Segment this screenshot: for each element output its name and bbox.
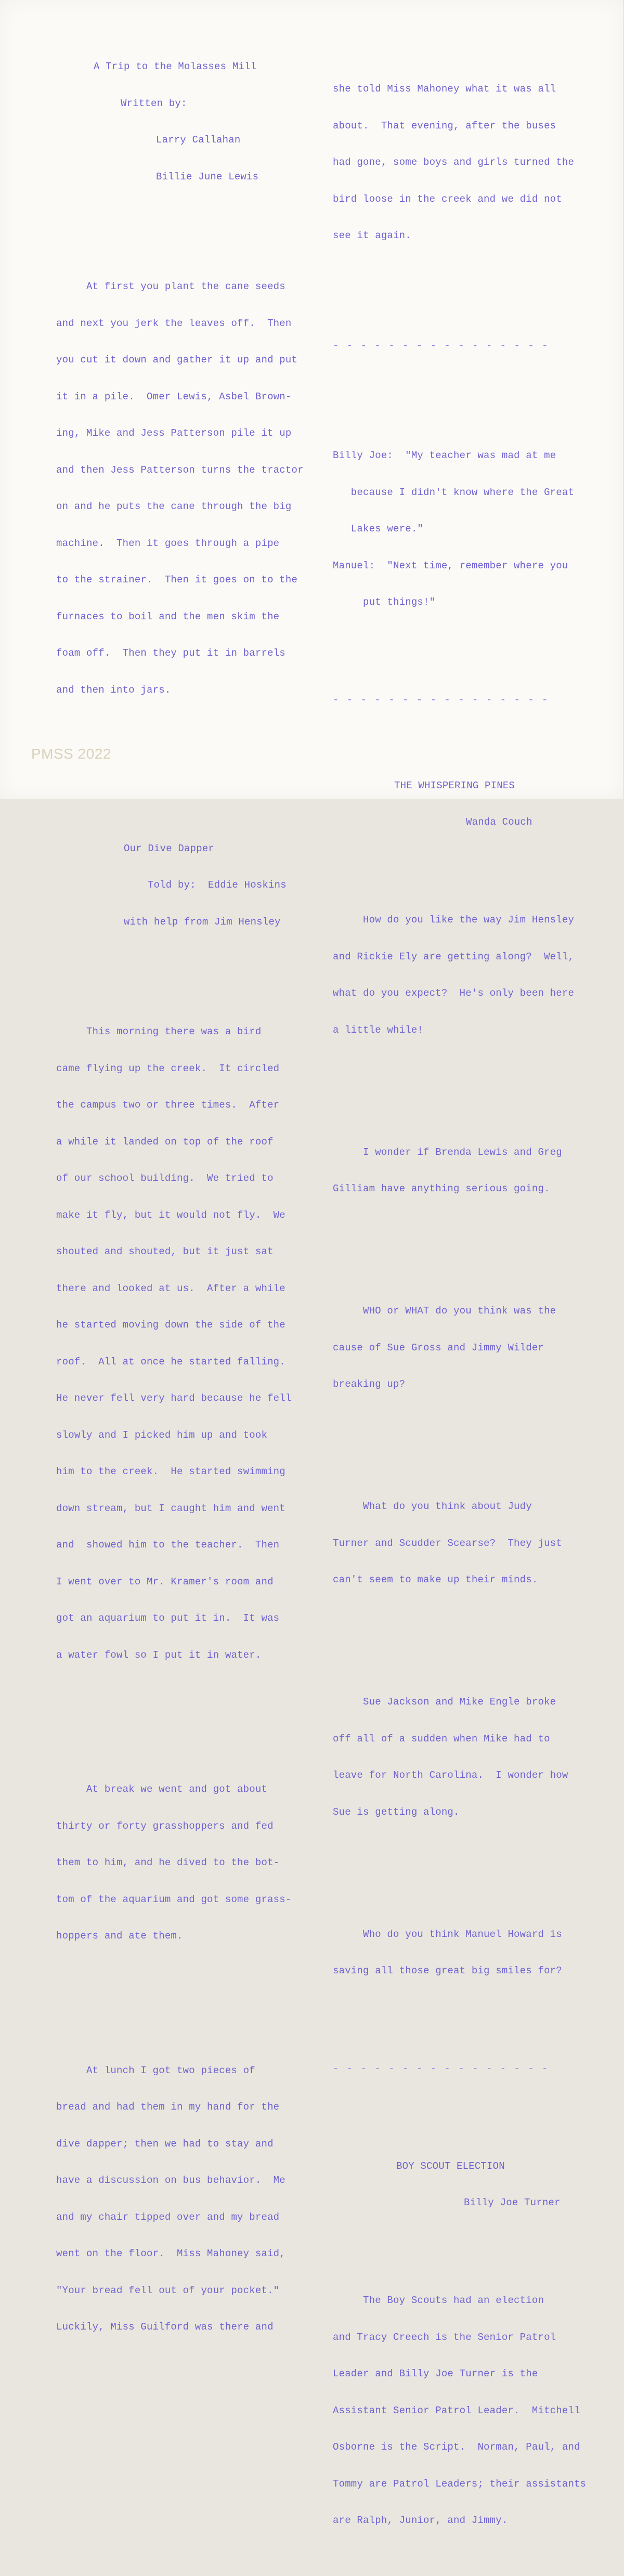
text-line: Luckily, Miss Guilford was there and	[56, 2321, 274, 2333]
text-line: can't seem to make up their minds.	[333, 1574, 538, 1585]
text-line: have a discussion on bus behavior. Me	[56, 2175, 285, 2186]
whispering-pines-title: THE WHISPERING PINES	[394, 779, 515, 791]
text-line: on and he puts the cane through the big	[56, 501, 292, 512]
text-line: Lakes were."	[333, 523, 424, 535]
text-line: she told Miss Mahoney what it was all	[333, 83, 556, 95]
text-line: and Tracy Creech is the Senior Patrol	[333, 2331, 556, 2343]
text-line: At break we went and got about	[56, 1784, 268, 1795]
text-line: Turner and Scudder Scearse? They just	[333, 1537, 562, 1549]
dive-dapper-para-2	[56, 1759, 304, 1967]
text-line: and my chair tipped over and my bread	[56, 2211, 280, 2223]
text-line: The Boy Scouts had an election	[333, 2295, 544, 2306]
text-line: and showed him to the teacher. Then	[56, 1539, 280, 1551]
text-line: and next you jerk the leaves off. Then	[56, 317, 292, 329]
text-line: I wonder if Brenda Lewis and Greg	[333, 1146, 562, 1158]
whispering-pines-para-1	[333, 890, 586, 1061]
text-line: came flying up the creek. It circled	[56, 1062, 280, 1074]
text-line: saving all those great big smiles for?	[333, 1965, 562, 1976]
dive-dapper-title: Our Dive Dapper	[124, 842, 215, 854]
text-line: Leader and Billy Joe Turner is the	[333, 2368, 538, 2379]
text-line: At lunch I got two pieces of	[56, 2064, 255, 2076]
text-line: off all of a sudden when Mike had to	[333, 1733, 550, 1745]
text-line: and Rickie Ely are getting along? Well,	[333, 951, 575, 962]
text-line: are Ralph, Junior, and Jimmy.	[333, 2515, 508, 2526]
text-line: dive dapper; then we had to stay and	[56, 2138, 274, 2150]
text-line: Gilliam have anything serious going.	[333, 1183, 550, 1194]
text-line: because I didn't know where the Great	[333, 486, 575, 498]
text-line: see it again.	[333, 230, 411, 241]
text-line: he started moving down the side of the	[56, 1319, 285, 1331]
scout-election-body	[333, 2270, 586, 2552]
text-line: I went over to Mr. Kramer's room and	[56, 1576, 274, 1588]
text-line: thirty or forty grasshoppers and fed	[56, 1820, 274, 1832]
text-line: He never fell very hard because he fell	[56, 1393, 292, 1404]
text-line: you cut it down and gather it up and put	[56, 354, 298, 366]
molasses-author-1: Larry Callahan	[156, 134, 241, 146]
text-line: Tommy are Patrol Leaders; their assistants	[333, 2478, 587, 2490]
text-line: machine. Then it goes through a pipe	[56, 537, 280, 549]
right-column	[333, 34, 586, 2576]
text-line: "Your bread fell out of your pocket."	[56, 2284, 280, 2296]
text-line: foam off. Then they put it in barrels	[56, 647, 285, 659]
whispering-pines-author: Wanda Couch	[466, 816, 532, 828]
text-line: Assistant Senior Patrol Leader. Mitchell	[333, 2404, 580, 2416]
text-line: down stream, but I caught him and went	[56, 1502, 285, 1514]
text-line: went on the floor. Miss Mahoney said,	[56, 2248, 285, 2259]
dive-dapper-byline-2: with help from Jim Hensley	[124, 916, 281, 928]
dive-dapper-byline: Told by: Eddie Hoskins	[148, 879, 287, 891]
text-line: it in a pile. Omer Lewis, Asbel Brown-	[56, 391, 292, 402]
text-line: This morning there was a bird	[56, 1026, 262, 1037]
left-column	[56, 36, 304, 2383]
text-line: them to him, and he dived to the bot-	[56, 1857, 280, 1868]
text-line: Sue is getting along.	[333, 1806, 460, 1818]
text-line: put things!"	[333, 596, 436, 608]
text-line: Billy Joe: "My teacher was mad at me	[333, 450, 556, 461]
text-line: what do you expect? He's only been here	[333, 987, 575, 999]
text-line: slowly and I picked him up and took	[56, 1429, 268, 1441]
text-line: ing, Mike and Jess Patterson pile it up	[56, 427, 292, 439]
text-line: about. That evening, after the buses	[333, 120, 556, 132]
whispering-pines-para-2	[333, 1122, 586, 1220]
text-line: him to the creek. He started swimming	[56, 1466, 285, 1477]
text-line: had gone, some boys and girls turned the	[333, 157, 575, 168]
dive-dapper-continuation	[333, 59, 586, 267]
whispering-pines-para-6	[333, 1904, 586, 2002]
molasses-byline-label: Written by:	[121, 97, 187, 109]
text-line: breaking up?	[333, 1378, 406, 1390]
dive-dapper-para-3	[56, 2040, 304, 2358]
text-line: Sue Jackson and Mike Engle broke	[333, 1696, 556, 1708]
text-line: Osborne is the Script. Norman, Paul, and	[333, 2441, 580, 2453]
molasses-title: A Trip to the Molasses Mill	[94, 61, 257, 72]
molasses-author-2: Billie June Lewis	[156, 171, 259, 183]
text-line: shouted and shouted, but it just sat	[56, 1246, 274, 1257]
text-line: How do you like the way Jim Hensley	[333, 914, 575, 926]
text-line: WHO or WHAT do you think was the	[333, 1305, 556, 1317]
dive-dapper-para-1	[56, 1001, 304, 1686]
section-divider: - - - - - - - - - - - - - - - -	[333, 2063, 549, 2074]
text-line: and then Jess Patterson turns the tractor	[56, 464, 304, 476]
section-divider: - - - - - - - - - - - - - - - -	[333, 694, 549, 706]
text-line: there and looked at us. After a while	[56, 1282, 285, 1294]
text-line: got an aquarium to put it in. It was	[56, 1612, 280, 1624]
text-line: What do you think about Judy	[333, 1501, 532, 1512]
text-line: cause of Sue Gross and Jimmy Wilder	[333, 1342, 544, 1354]
whispering-pines-para-5	[333, 1672, 586, 1843]
text-line: leave for North Carolina. I wonder how	[333, 1770, 568, 1781]
text-line: a while it landed on top of the roof	[56, 1136, 274, 1148]
text-line: bread and had them in my hand for the	[56, 2101, 280, 2113]
section-divider: - - - - - - - - - - - - - - - -	[333, 340, 549, 352]
whispering-pines-para-4	[333, 1476, 586, 1611]
text-line: make it fly, but it would not fly. We	[56, 1209, 285, 1221]
text-line: bird loose in the creek and we did not	[333, 193, 562, 205]
text-line: furnaces to boil and the men skim the	[56, 610, 280, 622]
scout-election-author: Billy Joe Turner	[464, 2197, 561, 2208]
text-line: to the strainer. Then it goes on to the	[56, 574, 298, 586]
text-line: Manuel: "Next time, remember where you	[333, 560, 568, 571]
text-line: tom of the aquarium and got some grass-	[56, 1893, 292, 1905]
molasses-body	[56, 256, 304, 721]
text-line: and then into jars.	[56, 684, 171, 696]
text-line: a water fowl so I put it in water.	[56, 1649, 262, 1661]
text-line: At first you plant the cane seeds	[56, 281, 285, 292]
text-line: the campus two or three times. After	[56, 1099, 280, 1111]
text-line: of our school building. We tried to	[56, 1173, 274, 1184]
text-line: roof. All at once he started falling.	[56, 1356, 285, 1368]
archive-watermark: PMSS 2022	[31, 746, 111, 762]
text-line: hoppers and ate them.	[56, 1930, 183, 1942]
text-line: Who do you think Manuel Howard is	[333, 1928, 562, 1940]
text-line: a little while!	[333, 1024, 424, 1036]
scout-election-title: BOY SCOUT ELECTION	[396, 2160, 505, 2172]
joke	[333, 425, 586, 633]
whispering-pines-para-3	[333, 1281, 586, 1415]
